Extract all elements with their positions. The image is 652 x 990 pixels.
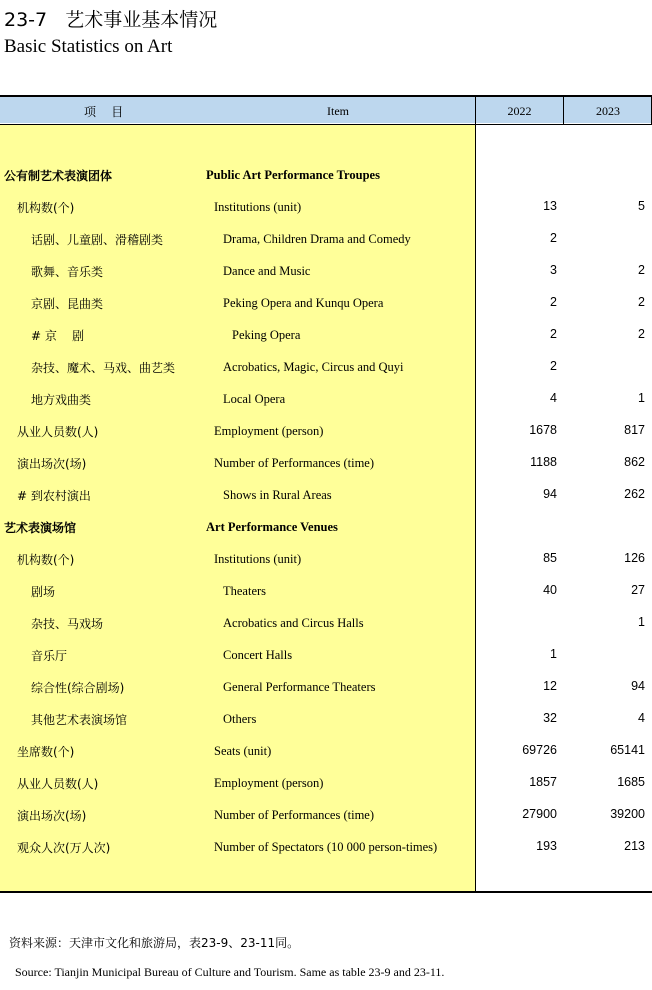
table-title-en: Basic Statistics on Art [4, 36, 173, 57]
table-row [0, 359, 652, 379]
value-2022: 1 [550, 647, 557, 661]
table-row [0, 423, 652, 443]
value-2023: 1 [638, 391, 645, 405]
row-label-en: Art Performance Venues [206, 520, 338, 534]
row-label-en: Employment (person) [214, 776, 324, 790]
row-label-en: Peking Opera and Kunqu Opera [223, 296, 384, 310]
value-2022: 94 [543, 487, 557, 501]
row-label-cn: 从业人员数(人) [17, 425, 99, 439]
value-2023: 5 [638, 199, 645, 213]
table-row [0, 455, 652, 475]
value-2022: 1678 [529, 423, 557, 437]
row-label-en: Institutions (unit) [214, 200, 302, 214]
row-label-cn: 京剧、昆曲类 [31, 297, 104, 311]
value-2023: 2 [638, 263, 645, 277]
value-2022: 40 [543, 583, 557, 597]
header-year-2023: 2023 [596, 104, 620, 118]
row-label-cn: 综合性(综合剧场) [31, 681, 125, 695]
table-row [0, 615, 652, 635]
table-row [0, 519, 652, 539]
table-number: 23-7 [4, 9, 48, 31]
row-label-en: Number of Performances (time) [214, 808, 375, 822]
table-row [0, 583, 652, 603]
row-label-cn: 地方戏曲类 [31, 393, 92, 407]
table-row [0, 167, 652, 187]
value-2023: 1 [638, 615, 645, 629]
value-2022: 1857 [529, 775, 557, 789]
value-2023: 1685 [617, 775, 645, 789]
row-label-cn: 其他艺术表演场馆 [31, 713, 128, 727]
header-item-en: Item [327, 104, 349, 118]
row-label-cn: 公有制艺术表演团体 [4, 169, 113, 183]
table-row [0, 295, 652, 315]
value-2023: 2 [638, 295, 645, 309]
row-label-en: Acrobatics, Magic, Circus and Quyi [223, 360, 404, 374]
row-label-cn: 机构数(个) [17, 553, 75, 567]
table-row [0, 263, 652, 283]
value-2022: 85 [543, 551, 557, 565]
row-label-en: Theaters [223, 584, 267, 598]
row-label-en: Others [223, 712, 257, 726]
table-bottom-rule [0, 891, 652, 893]
row-label-cn: 杂技、魔术、马戏、曲艺类 [31, 361, 176, 375]
value-2022: 3 [550, 263, 557, 277]
value-2022: 1188 [530, 455, 557, 469]
value-2022: 2 [550, 327, 557, 341]
header-rule [0, 124, 652, 125]
row-label-en: Institutions (unit) [214, 552, 302, 566]
row-label-en: Peking Opera [232, 328, 301, 342]
statistics-table [0, 95, 652, 893]
table-row [0, 711, 652, 731]
row-label-en: Public Art Performance Troupes [206, 168, 380, 182]
row-label-en: Number of Performances (time) [214, 456, 375, 470]
table-row [0, 327, 652, 347]
table-title-cn-text: 艺术事业基本情况 [65, 9, 218, 31]
value-2022: 2 [550, 359, 557, 373]
row-label-cn: 剧场 [31, 585, 56, 599]
table-title-cn [4, 5, 217, 32]
table-row [0, 775, 652, 795]
table-row [0, 647, 652, 667]
row-label-en: Drama, Children Drama and Comedy [223, 232, 411, 246]
row-label-cn: 机构数(个) [17, 201, 75, 215]
row-label-cn: # 到农村演出 [17, 489, 91, 503]
table-row [0, 391, 652, 411]
value-2023: 2 [638, 327, 645, 341]
header-item-cn: 项 目 [84, 105, 124, 119]
table-top-rule [0, 95, 652, 97]
value-2022: 32 [543, 711, 557, 725]
row-label-cn: 坐席数(个) [17, 745, 75, 759]
row-label-en: Concert Halls [223, 648, 293, 662]
table-row [0, 487, 652, 507]
value-2022: 4 [550, 391, 557, 405]
header-year-2022: 2022 [507, 104, 532, 118]
row-label-en: Number of Spectators (10 000 person-times) [214, 840, 438, 854]
value-2023: 817 [624, 423, 645, 437]
row-label-en: Local Opera [223, 392, 286, 406]
value-2023: 27 [631, 583, 645, 597]
value-2022: 2 [550, 295, 557, 309]
value-2023: 126 [624, 551, 645, 565]
row-label-cn: 演出场次(场) [17, 809, 87, 823]
table-row [0, 231, 652, 251]
row-label-cn: 话剧、儿童剧、滑稽剧类 [31, 233, 164, 247]
row-label-en: Dance and Music [223, 264, 311, 278]
table-row [0, 199, 652, 219]
value-2022: 2 [550, 231, 557, 245]
value-2023: 213 [624, 839, 645, 853]
row-label-cn: # 京 剧 [31, 329, 85, 343]
row-label-cn: 杂技、马戏场 [31, 617, 104, 631]
source-note-cn: 资料来源：天津市文化和旅游局，表23-9、23-11同。 [9, 936, 300, 950]
row-label-en: Employment (person) [214, 424, 324, 438]
row-label-cn: 演出场次(场) [17, 457, 87, 471]
value-2022: 27900 [522, 807, 557, 821]
table-row [0, 807, 652, 827]
table-row [0, 551, 652, 571]
row-label-en: General Performance Theaters [223, 680, 376, 694]
value-2022: 193 [536, 839, 557, 853]
row-label-en: Acrobatics and Circus Halls [223, 616, 364, 630]
row-label-cn: 歌舞、音乐类 [31, 265, 104, 279]
value-2022: 13 [543, 199, 557, 213]
value-2023: 862 [624, 455, 645, 469]
table-row [0, 743, 652, 763]
value-2022: 12 [543, 679, 557, 693]
value-2023: 94 [631, 679, 645, 693]
value-2023: 39200 [610, 807, 645, 821]
row-label-cn: 艺术表演场馆 [4, 521, 77, 535]
row-label-cn: 观众人次(万人次) [17, 841, 111, 855]
value-2022: 69726 [522, 743, 557, 757]
source-note-en: Source: Tianjin Municipal Bureau of Culture and Tourism. Same as table 23-9 and 23-11. [15, 965, 445, 979]
value-2023: 4 [638, 711, 645, 725]
row-label-en: Seats (unit) [214, 744, 272, 758]
table-row [0, 839, 652, 859]
value-2023: 65141 [610, 743, 645, 757]
row-label-en: Shows in Rural Areas [223, 488, 332, 502]
row-label-cn: 音乐厅 [31, 649, 68, 663]
value-2023: 262 [624, 487, 645, 501]
table-row [0, 679, 652, 699]
row-label-cn: 从业人员数(人) [17, 777, 99, 791]
